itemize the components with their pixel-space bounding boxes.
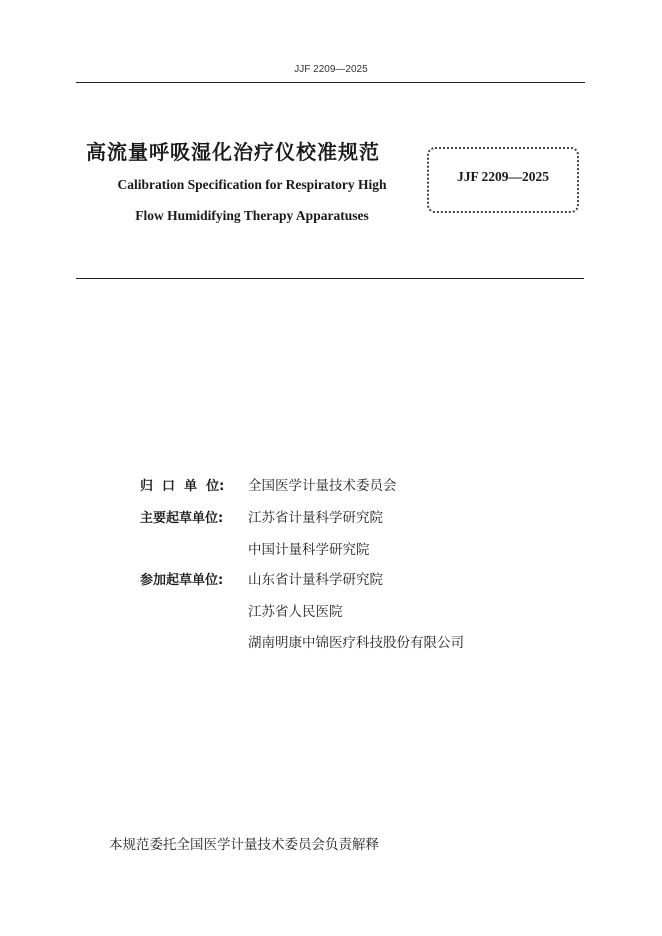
title-rule xyxy=(76,278,584,279)
responsible-unit-label: 归 口 单 位: xyxy=(140,479,225,494)
standard-code-box xyxy=(427,147,579,213)
main-drafting-unit: 江苏省计量科学研究院 xyxy=(248,510,383,526)
main-drafting-label: 主要起草单位: xyxy=(140,511,224,526)
participating-drafting-label: 参加起草单位: xyxy=(140,573,224,588)
participating-drafting-unit: 湖南明康中锦医疗科技股份有限公司 xyxy=(248,635,464,651)
title-chinese: 高流量呼吸湿化治疗仪校准规范 xyxy=(86,140,380,164)
footer-interpretation-note: 本规范委托全国医学计量技术委员会负责解释 xyxy=(109,837,379,853)
header-rule xyxy=(76,82,585,83)
title-english-line1: Calibration Specification for Respiratory High xyxy=(117,177,387,192)
header-standard-code: JJF 2209—2025 xyxy=(294,64,368,75)
standard-code: JJF 2209—2025 xyxy=(456,169,550,184)
title-english-line2: Flow Humidifying Therapy Apparatuses xyxy=(135,208,369,223)
participating-drafting-unit: 山东省计量科学研究院 xyxy=(248,572,383,588)
main-drafting-unit: 中国计量科学研究院 xyxy=(248,542,370,558)
participating-drafting-unit: 江苏省人民医院 xyxy=(248,604,343,620)
responsible-unit: 全国医学计量技术委员会 xyxy=(248,478,397,494)
